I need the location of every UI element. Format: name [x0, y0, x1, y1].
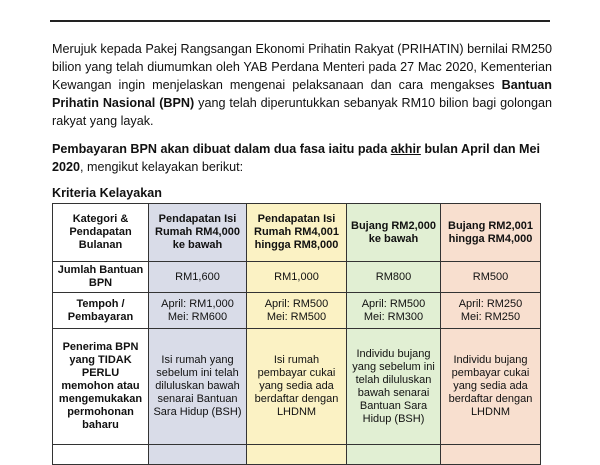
penerima-col3-cell: Individu bujang yang sebelum ini telah diluluskan bawah senarai Bantuan Sara Hidup (BSH) — [347, 329, 441, 445]
table-row-jumlah — [53, 262, 541, 293]
tempoh-col2-april: April: RM500 — [264, 297, 329, 310]
header-col1-cell: Pendapatan Isi Rumah RM4,000 ke bawah — [149, 204, 247, 262]
intro-text-2: yang telah diperuntukkan sebanyak RM10 bilion bagi golongan rakyat yang layak. — [52, 96, 552, 128]
tempoh-col1-cell — [149, 293, 247, 329]
jumlah-col3-cell: RM800 — [347, 262, 441, 293]
top-divider — [50, 20, 550, 22]
tempoh-col3-april: April: RM500 — [361, 297, 426, 310]
tempoh-col1-mei: Mei: RM600 — [167, 310, 228, 323]
tempoh-col2-cell — [247, 293, 347, 329]
header-label-cell: Kategori & Pendapatan Bulanan — [53, 204, 149, 262]
continued-label-cell — [53, 445, 149, 465]
intro-text-1: Merujuk kepada Pakej Rangsangan Ekonomi Prihatin Rakyat (PRIHATIN) bernilai RM250 bilion yang telah diumumkan oleh YAB Perdana Menteri pada 27 Mac 2020, Kementerian Kewangan ingin menjelaskan mengenai pelaksanaan dan cara mengakses — [52, 42, 552, 92]
payment-rest: , mengikut kelayakan berikut: — [80, 160, 244, 174]
tempoh-col4-mei: Mei: RM250 — [460, 310, 521, 323]
jumlah-col4-cell: RM500 — [441, 262, 541, 293]
payment-bold-1: Pembayaran BPN akan dibuat dalam dua fasa iaitu pada — [52, 142, 391, 156]
tempoh-label-cell: Tempoh / Pembayaran — [53, 293, 149, 329]
payment-paragraph — [52, 140, 552, 176]
table-row-tempoh — [53, 293, 541, 329]
table-title: Kriteria Kelayakan — [52, 186, 162, 200]
intro-bold-bpn: Bantuan Prihatin Nasional (BPN) — [52, 78, 552, 110]
tempoh-col4-april: April: RM250 — [458, 297, 523, 310]
penerima-col2-cell: Isi rumah pembayar cukai yang sedia ada berdaftar dengan LHDNM — [247, 329, 347, 445]
tempoh-col3-cell — [347, 293, 441, 329]
table-row-continued — [53, 445, 541, 465]
payment-bold-2: bulan April dan Mei 2020 — [52, 142, 541, 174]
header-col3-cell: Bujang RM2,000 ke bawah — [347, 204, 441, 262]
header-col2-cell: Pendapatan Isi Rumah RM4,001 hingga RM8,000 — [247, 204, 347, 262]
jumlah-col1-cell: RM1,600 — [149, 262, 247, 293]
header-col4-cell: Bujang RM2,001 hingga RM4,000 — [441, 204, 541, 262]
jumlah-col2-cell: RM1,000 — [247, 262, 347, 293]
eligibility-table — [52, 203, 541, 465]
continued-col1-cell — [149, 445, 247, 465]
intro-paragraph — [52, 40, 552, 130]
penerima-label-cell: Penerima BPN yang TIDAK PERLU memohon atau mengemukakan permohonan baharu — [53, 329, 149, 445]
table-row-header — [53, 204, 541, 262]
continued-col4-cell — [441, 445, 541, 465]
penerima-col1-cell: Isi rumah yang sebelum ini telah diluluskan bawah senarai Bantuan Sara Hidup (BSH) — [149, 329, 247, 445]
continued-col2-cell — [247, 445, 347, 465]
continued-col3-cell — [347, 445, 441, 465]
tempoh-col1-april: April: RM1,000 — [161, 297, 234, 310]
penerima-col4-cell: Individu bujang pembayar cukai yang sedia ada berdaftar dengan LHDNM — [441, 329, 541, 445]
tempoh-col4-cell — [441, 293, 541, 329]
table-row-penerima — [53, 329, 541, 445]
tempoh-col3-mei: Mei: RM300 — [363, 310, 424, 323]
tempoh-col2-mei: Mei: RM500 — [266, 310, 327, 323]
payment-bold-underline: akhir — [390, 142, 421, 156]
jumlah-label-cell: Jumlah Bantuan BPN — [53, 262, 149, 293]
